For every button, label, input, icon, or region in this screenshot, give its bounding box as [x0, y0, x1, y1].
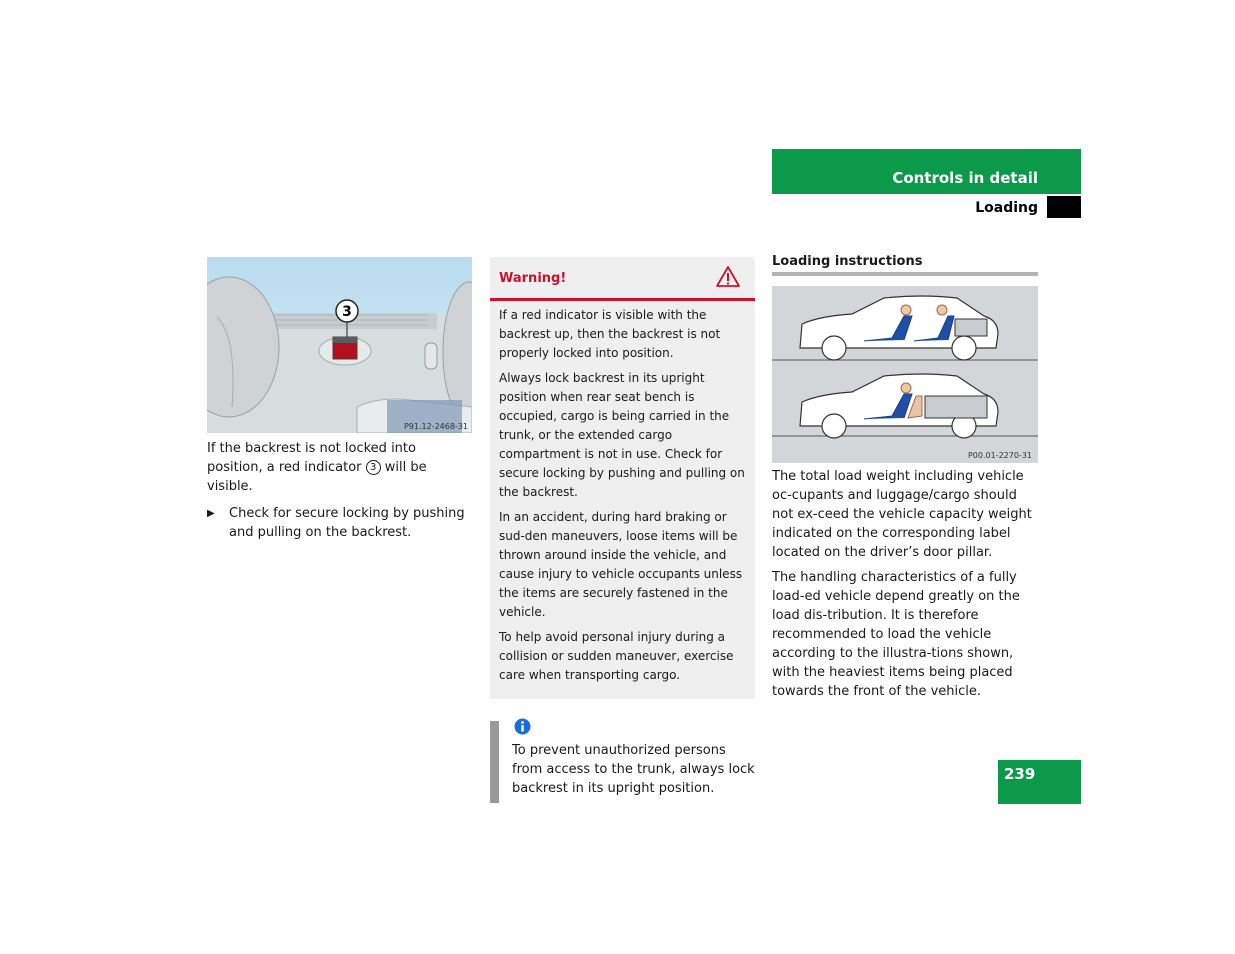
warning-triangle-icon: [715, 265, 741, 288]
left-column: [207, 257, 472, 542]
info-icon: [514, 718, 531, 735]
page-number: 239: [1004, 765, 1036, 783]
figure-code: P91.12-2468-31: [403, 422, 468, 431]
right-column: [772, 254, 1038, 701]
backrest-indicator-illustration: [207, 257, 472, 433]
chapter-header: [772, 149, 1081, 194]
chapter-title: Controls in detail: [892, 169, 1038, 187]
info-bar: [490, 721, 499, 803]
warning-body: [490, 301, 755, 699]
middle-column: [490, 257, 755, 803]
warning-title: Warning!: [499, 271, 567, 286]
section-header: [772, 196, 1081, 218]
circled-number: 3: [366, 460, 381, 475]
warning-box: [490, 257, 755, 699]
warning-paragraph: If a red indicator is visible with the backrest up, then the backrest is not properly locked into position.: [499, 308, 721, 360]
load-distribution-illustration: [772, 286, 1038, 463]
callout-number: 3: [342, 304, 352, 320]
info-text: To prevent unauthorized persons from access to the trunk, always lock backrest in its upright position.: [512, 743, 755, 796]
section-marker: [1047, 196, 1081, 218]
figure-code: P00.01-2270-31: [967, 451, 1032, 460]
instruction-bullet: ▶ Check for secure locking by pushing and pulling on the backrest.: [207, 506, 465, 540]
warning-paragraph: To help avoid personal injury during a collision or sudden maneuver, exercise care when transporting cargo.: [499, 630, 734, 682]
load-weight-paragraph: The total load weight including vehicle oc-cupants and luggage/cargo should not ex-ceed the vehicle capacity weight indicated on the corresponding label located on the driver’s door pillar.: [772, 469, 1032, 560]
loading-instructions-title: Loading instructions: [772, 254, 1038, 276]
bullet-arrow-icon: ▶: [207, 508, 215, 519]
intro-paragraph: If the backrest is not locked into position, a red indicator 3 will be visible.: [207, 441, 427, 494]
page-number-box: [998, 760, 1081, 804]
info-note: [490, 721, 755, 803]
handling-paragraph: The handling characteristics of a fully load-ed vehicle depend greatly on the load dis-tribution. It is therefore recommended to load the vehicle according to the illustra-tions shown, with the heaviest items being placed towards the front of the vehicle.: [772, 570, 1020, 699]
warning-header: [490, 257, 755, 301]
section-title: Loading: [975, 200, 1038, 216]
warning-paragraph: Always lock backrest in its upright position when rear seat bench is occupied, cargo is being carried in the trunk, or the extended cargo compartment is not in use. Check for secure locking by pushing and pulling on the backrest.: [499, 371, 745, 499]
warning-paragraph: In an accident, during hard braking or sud-den maneuvers, loose items will be thrown around inside the vehicle, and cause injury to vehicle occupants unless the items are securely fastened in the vehicle.: [499, 510, 743, 619]
